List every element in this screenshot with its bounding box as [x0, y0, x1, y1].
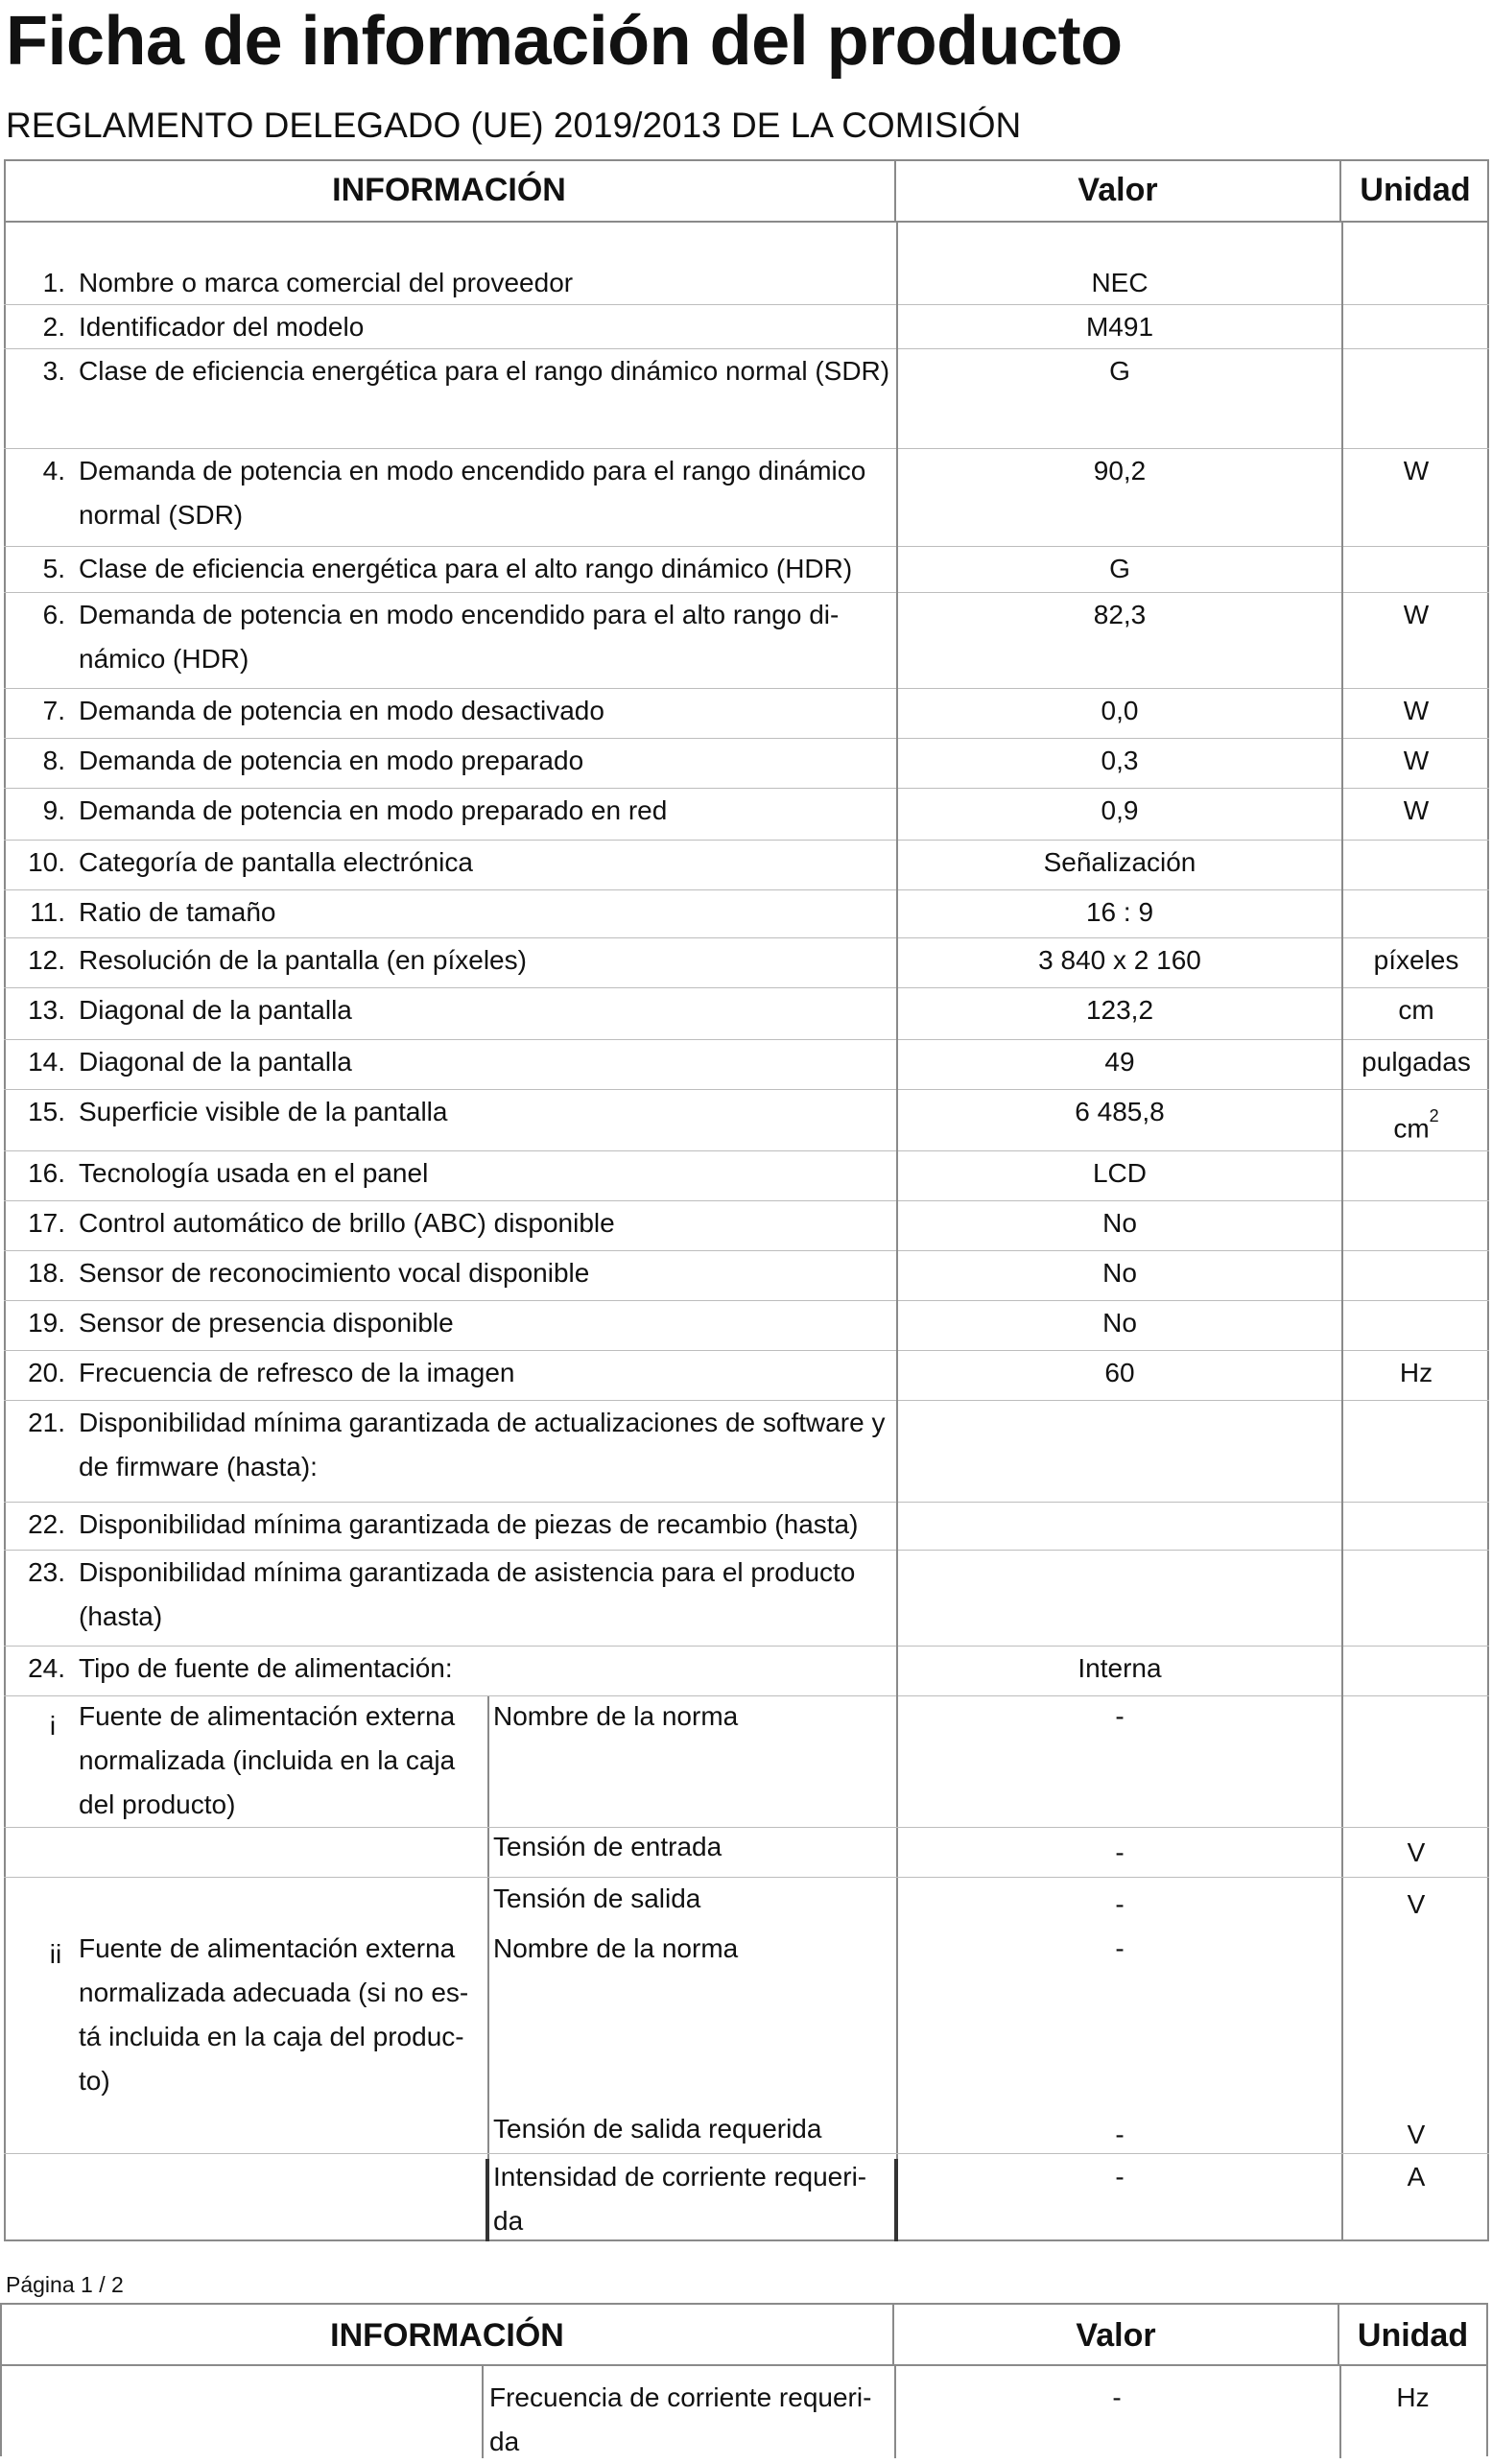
row-value: 49 [1104, 1047, 1135, 1077]
row-unit: W [1403, 795, 1430, 825]
row-label: Resolución de la pantalla (en píxeles) [79, 945, 527, 975]
table-row [4, 689, 1489, 739]
row-number: 22. [28, 1509, 65, 1539]
psu-sub-label: Nombre de la norma [493, 1933, 739, 1963]
col-divider [1341, 1201, 1343, 1251]
row-value: NEC [1091, 268, 1149, 297]
psu-sub-unit: V [1407, 1837, 1426, 1867]
row-number: 16. [28, 1158, 65, 1188]
col-divider [1341, 547, 1343, 593]
row-number: 15. [28, 1097, 65, 1126]
row-unit: W [1403, 696, 1430, 725]
row-unit: $cm^2$ [1393, 1106, 1439, 1144]
row-value: 0,0 [1101, 696, 1139, 725]
row-unit: pulgadas [1362, 1047, 1471, 1077]
col-divider [1341, 305, 1343, 349]
row-value: 6 485,8 [1075, 1097, 1165, 1126]
row-number: 6. [42, 600, 65, 629]
col-divider [1341, 261, 1343, 305]
row-value: 90,2 [1093, 456, 1147, 486]
row-value: No [1102, 1308, 1137, 1338]
col-divider [1341, 1151, 1343, 1201]
col-divider [1341, 890, 1343, 938]
row-number: 4. [42, 456, 65, 486]
table-row [4, 1401, 1489, 1503]
row-value: 3 840 x 2 160 [1038, 945, 1201, 975]
psu-i-label: Fuente de alimentación externa normalizada (incluida en la caja del producto) [79, 1701, 456, 1819]
row-unit: píxeles [1373, 945, 1459, 975]
row-label: Demanda de potencia en modo encendido para el rango dinámico normal (SDR) [79, 456, 866, 530]
table-row [4, 593, 1489, 689]
row-label: Diagonal de la pantalla [79, 1047, 352, 1077]
col-divider [1341, 1551, 1343, 1647]
psu-sub-label: Tensión de entrada [493, 1832, 722, 1861]
table-row [4, 1090, 1489, 1151]
row-label: Ratio de tamaño [79, 897, 276, 927]
header-info: INFORMACIÓN [4, 159, 896, 221]
row-label: Identificador del modelo [79, 312, 365, 342]
col-divider [1341, 1401, 1343, 1503]
page2-header-value: Valor [894, 2305, 1339, 2366]
psu-sub-value: - [1115, 1933, 1125, 1963]
row-number: 9. [42, 795, 65, 825]
col-divider [1341, 1251, 1343, 1301]
row-value: No [1102, 1258, 1137, 1288]
row-label: Sensor de reconocimiento vocal disponible [79, 1258, 590, 1288]
row-value: 123,2 [1085, 995, 1154, 1025]
row-label: Disponibilidad mínima garantizada de actualizaciones de software y de firmware (hasta): [79, 1408, 886, 1481]
row-label: Control automático de brillo (ABC) disponible [79, 1208, 615, 1238]
page2-header-unit: Unidad [1339, 2305, 1486, 2366]
psu-ii-number: ii [49, 1939, 62, 1969]
row-number: 21. [28, 1408, 65, 1437]
row-number: 3. [42, 356, 65, 386]
psu-sub-value: - [1115, 1889, 1125, 1919]
table-row [4, 1040, 1489, 1090]
row-value: No [1102, 1208, 1137, 1238]
row-value: 0,3 [1101, 746, 1139, 775]
page2-sub-unit: Hz [1396, 2382, 1430, 2412]
row-number: 11. [30, 897, 65, 927]
table-row [4, 1201, 1489, 1251]
table-row [4, 988, 1489, 1040]
row-number: 1. [42, 268, 65, 297]
table-row [4, 938, 1489, 988]
page2-table [0, 2303, 1488, 2456]
row-unit: W [1403, 600, 1430, 629]
table-row [4, 1551, 1489, 1647]
table-row [4, 349, 1489, 449]
col-divider [896, 1551, 898, 1647]
row-label: Disponibilidad mínima garantizada de piezas de recambio (hasta) [79, 1509, 859, 1539]
table-row [4, 305, 1489, 349]
row-label: Demanda de potencia en modo encendido para el alto rango di-námico (HDR) [79, 600, 840, 674]
row-value: 60 [1104, 1358, 1135, 1387]
header-value: Valor [896, 159, 1341, 221]
table-row [4, 1151, 1489, 1201]
col-divider [896, 1503, 898, 1551]
row-label: Demanda de potencia en modo desactivado [79, 696, 604, 725]
row-number: 23. [28, 1557, 65, 1587]
row-number: 14. [28, 1047, 65, 1077]
table-row [4, 1647, 1489, 1696]
row-label: Categoría de pantalla electrónica [79, 847, 473, 877]
row-value: 16 : 9 [1085, 897, 1154, 927]
row-number: 17. [28, 1208, 65, 1238]
page2-sub-value: - [1112, 2382, 1122, 2412]
row-unit: W [1403, 456, 1430, 486]
col-divider [1341, 841, 1343, 890]
psu-sub-unit: A [1407, 2162, 1426, 2192]
header-spacer [4, 223, 1489, 261]
row-number: 8. [42, 746, 65, 775]
psu-sub-value: - [1115, 1701, 1125, 1731]
page2-sub-label: Frecuencia de corriente requeri-da [489, 2382, 872, 2456]
row-value: 82,3 [1093, 600, 1147, 629]
table-row [4, 1351, 1489, 1401]
col-divider [1341, 1647, 1343, 1696]
page-number: Página 1 / 2 [6, 2272, 124, 2297]
row-number: 19. [28, 1308, 65, 1338]
table-row [4, 841, 1489, 890]
row-label: Superficie visible de la pantalla [79, 1097, 448, 1126]
row-value: Interna [1078, 1653, 1162, 1683]
table-row [4, 1301, 1489, 1351]
row-label: Frecuencia de refresco de la imagen [79, 1358, 515, 1387]
psu-sub-unit: V [1407, 1889, 1426, 1919]
header-unit: Unidad [1360, 172, 1471, 208]
psu-sub-value: - [1115, 1837, 1125, 1867]
row-label: Clase de eficiencia energética para el alto rango dinámico (HDR) [79, 554, 853, 583]
col-divider [1341, 1301, 1343, 1351]
row-number: 5. [42, 554, 65, 583]
row-number: 7. [42, 696, 65, 725]
row-label: Demanda de potencia en modo preparado en red [79, 795, 668, 825]
table-row [4, 1251, 1489, 1301]
row-number: 18. [28, 1258, 65, 1288]
row-value: 0,9 [1101, 795, 1139, 825]
row-label: Clase de eficiencia energética para el rango dinámico normal (SDR) [79, 356, 890, 386]
psu-ii-label: Fuente de alimentación externa normalizada adecuada (si no es-tá incluida en la caja del produc-to) [79, 1933, 469, 2096]
col-divider [1341, 349, 1343, 449]
row-label: Demanda de potencia en modo preparado [79, 746, 584, 775]
psu-sub-value: - [1115, 2162, 1125, 2192]
table-row [4, 547, 1489, 593]
row-value: G [1109, 356, 1130, 386]
psu-sub-label: Tensión de salida requerida [493, 2114, 822, 2144]
row-unit: W [1403, 746, 1430, 775]
row-label: Tipo de fuente de alimentación: [79, 1653, 453, 1683]
row-label: Diagonal de la pantalla [79, 995, 352, 1025]
col-divider [896, 1401, 898, 1503]
row-number: 10. [28, 847, 65, 877]
page-title: Ficha de información del producto [6, 3, 1123, 80]
psu-sub-value: - [1115, 2120, 1125, 2149]
psu-sub-label: Intensidad de corriente requeri-da [493, 2162, 867, 2236]
row-label: Disponibilidad mínima garantizada de asistencia para el producto (hasta) [79, 1557, 856, 1631]
table-row [4, 890, 1489, 938]
table-row [4, 1503, 1489, 1551]
row-value: M491 [1085, 312, 1154, 342]
page2-header-info: INFORMACIÓN [2, 2305, 894, 2366]
row-label: Sensor de presencia disponible [79, 1308, 454, 1338]
row-value: LCD [1092, 1158, 1147, 1188]
psu-i-number: i [49, 1711, 57, 1741]
row-number: 24. [28, 1653, 65, 1683]
row-unit: cm [1398, 995, 1434, 1025]
col-divider-bold [485, 2159, 489, 2241]
psu-sub-label: Nombre de la norma [493, 1701, 739, 1731]
row-label: Nombre o marca comercial del proveedor [79, 268, 574, 297]
row-number: 2. [42, 312, 65, 342]
row-value: G [1109, 554, 1130, 583]
psu-sub-unit: V [1407, 2120, 1426, 2149]
regulation-subtitle: REGLAMENTO DELEGADO (UE) 2019/2013 DE LA COMISIÓN [6, 106, 1022, 145]
col-divider [1341, 1503, 1343, 1551]
row-label: Tecnología usada en el panel [79, 1158, 429, 1188]
table-row [4, 789, 1489, 841]
row-number: 13. [28, 995, 65, 1025]
psu-sub-label: Tensión de salida [493, 1884, 701, 1913]
row-number: 12. [28, 945, 65, 975]
unit-superscript: 2 [1429, 1106, 1439, 1125]
table-row [4, 449, 1489, 547]
info-table-header [4, 159, 1489, 223]
table-row [4, 739, 1489, 789]
row-value: Señalización [1043, 847, 1196, 877]
row-number: 20. [28, 1358, 65, 1387]
row-unit: Hz [1399, 1358, 1433, 1387]
table-row [4, 261, 1489, 305]
